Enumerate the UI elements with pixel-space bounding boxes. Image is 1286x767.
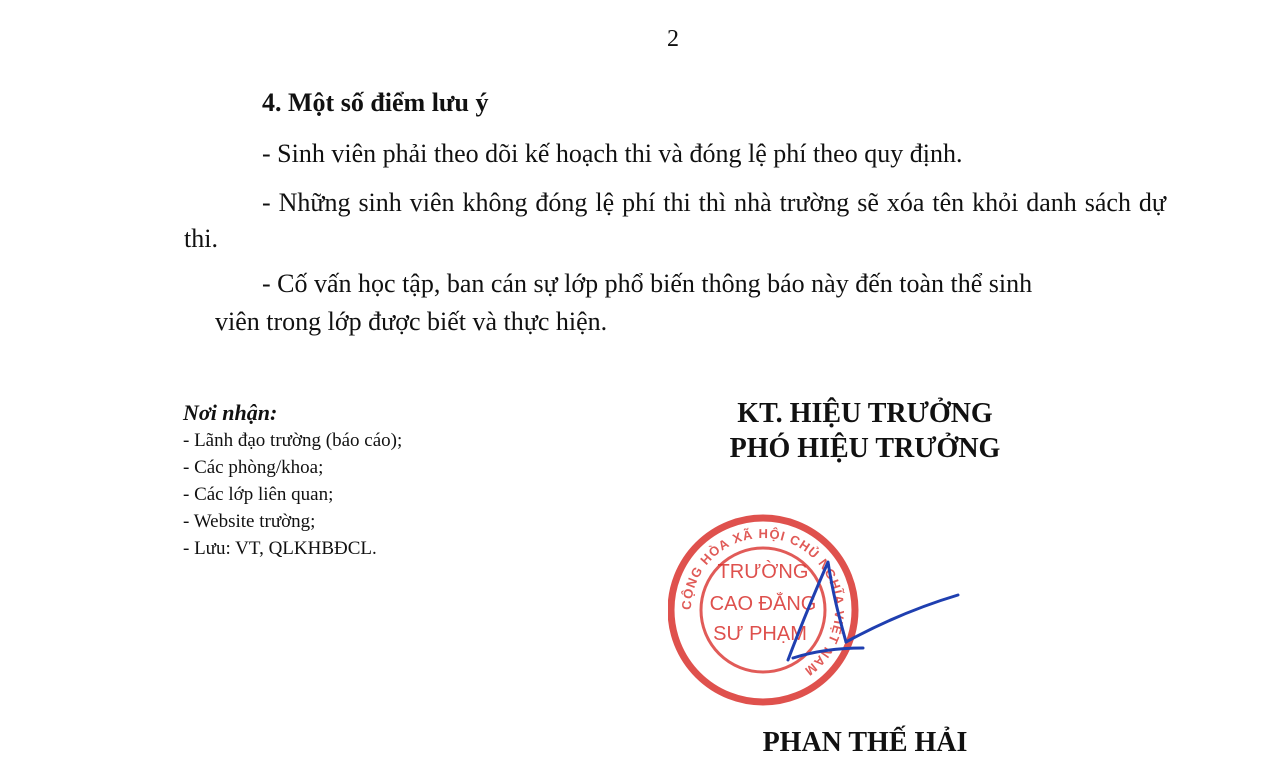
paragraph-unpaid-removal: - Những sinh viên không đóng lệ phí thi thì nhà trường sẽ xóa tên khỏi danh sách dự thi.	[184, 188, 1166, 253]
recipient-item: - Lãnh đạo trường (báo cáo);	[183, 430, 403, 451]
page-number: 2	[667, 26, 679, 52]
stamp-line2: CAO ĐẲNG	[709, 593, 817, 615]
recipients-title: Nơi nhận:	[183, 400, 278, 425]
stamp-line1: TRƯỜNG	[717, 561, 809, 583]
stamp-seal	[671, 518, 855, 702]
section-heading: 4. Một số điểm lưu ý	[262, 88, 489, 117]
paragraph-advisor-line1: - Cố vấn học tập, ban cán sự lớp phổ biến thông báo này đến toàn thể sinh	[262, 269, 1033, 298]
signature-title-line2: PHÓ HIỆU TRƯỞNG	[729, 433, 1001, 464]
stamp-line3: SƯ PHẠM	[713, 623, 807, 645]
recipient-item: - Các lớp liên quan;	[183, 484, 334, 505]
paragraph-advisor-line2: viên trong lớp được biết và thực hiện.	[215, 307, 608, 336]
recipient-item: - Website trường;	[183, 511, 316, 532]
stamp-graphic	[668, 500, 978, 710]
recipient-item: - Các phòng/khoa;	[183, 457, 324, 478]
paragraph-fee-schedule: - Sinh viên phải theo dõi kế hoạch thi và đóng lệ phí theo quy định.	[262, 139, 963, 168]
signer-name: PHAN THẾ HẢI	[762, 727, 968, 758]
recipient-item: - Lưu: VT, QLKHBĐCL.	[183, 538, 377, 559]
signature-title-line1: KT. HIỆU TRƯỞNG	[737, 398, 993, 429]
official-stamp-and-signature	[668, 500, 978, 710]
stamp-ring-text: CỘNG HÒA XÃ HỘI CHỦ NGHĨA VIỆT NAM	[678, 525, 848, 680]
